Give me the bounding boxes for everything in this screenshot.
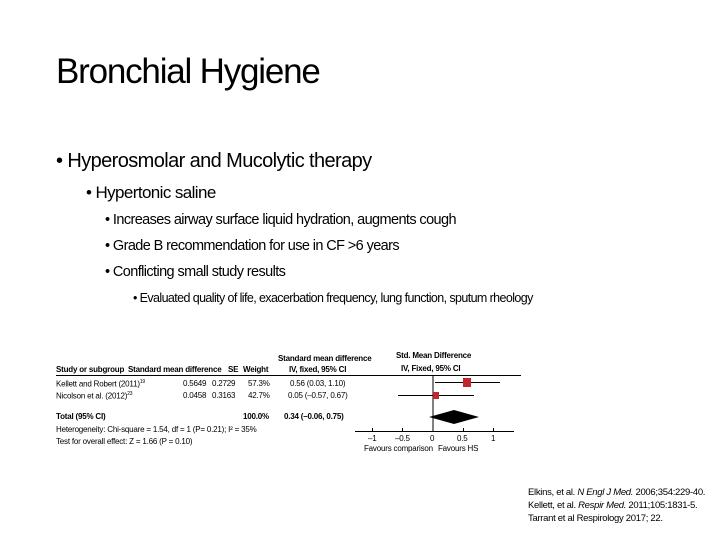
total-ci: 0.34 (–0.06, 0.75) (284, 412, 344, 421)
heterogeneity-text: Heterogeneity: Chi-square = 1.54, df = 1 (P= 0.21); I² = 35% (56, 425, 257, 434)
slide-title: Bronchial Hygiene (56, 52, 320, 91)
se-header: SE (228, 365, 239, 374)
weight-header: Weight (243, 365, 269, 374)
citation-authors: Elkins, et al. (528, 487, 578, 498)
overall-effect-text: Test for overall effect: Z = 1.66 (P = 0.10) (56, 437, 193, 446)
se-value: 0.3163 (212, 391, 236, 400)
ci-header-line2: IV, fixed, 95% CI (289, 365, 347, 374)
bullet-text: Evaluated quality of life, exacerbation frequency, lung function, sputum rheology (139, 291, 533, 305)
reference-sup: 19 (139, 379, 145, 385)
study-label: Nicolson et al. (2012) (56, 391, 128, 401)
citation-details: 2011;105:1831-5. (626, 500, 698, 511)
study-marker (463, 378, 471, 387)
se-value: 0.2729 (212, 379, 236, 388)
bullet-text: Hyperosmolar and Mucolytic therapy (67, 150, 372, 172)
favours-left-label: Favours comparison (364, 444, 433, 453)
total-weight: 100.0% (243, 412, 269, 421)
axis-tick-label: 0.5 (457, 434, 468, 443)
plot-header-line2: IV, Fixed, 95% CI (401, 364, 461, 373)
bullet-text: Grade B recommendation for use in CF >6 years (112, 238, 400, 254)
bullet-dot-icon: • (105, 238, 110, 254)
ci-header-line1: Standard mean difference (278, 354, 372, 363)
ci-value: 0.05 (–0.57, 0.67) (288, 391, 348, 400)
bullet-text: Conflicting small study results (112, 264, 286, 280)
favours-right-label: Favours HS (438, 444, 479, 453)
study-marker (433, 392, 439, 399)
bullet-text: Hypertonic saline (95, 183, 216, 202)
citation (528, 500, 697, 511)
axis-tick-label: –0.5 (395, 434, 410, 443)
study-label: Kellett and Robert (2011) (56, 379, 140, 389)
smd-value: 0.0458 (183, 391, 207, 400)
citation-details: 2006;354:229-40. (633, 487, 706, 498)
citation (528, 513, 663, 524)
citation (528, 487, 705, 498)
smd-header: Standard mean difference (128, 365, 222, 374)
weight-value: 57.3% (248, 379, 270, 388)
citation-authors: Kellett, et al. (528, 500, 579, 511)
total-label: Total (95% CI) (56, 412, 106, 421)
axis-tick-label: 0 (430, 434, 435, 443)
weight-value: 42.7% (248, 391, 270, 400)
pooled-diamond (429, 410, 479, 424)
citation-journal: N Engl J Med. (577, 487, 634, 498)
bullet-dot-icon: • (105, 264, 110, 280)
axis-tick-label: 1 (491, 434, 496, 443)
axis-tick-label: –1 (368, 434, 377, 443)
bullet-dot-icon: • (105, 212, 110, 228)
study-header: Study or subgroup (56, 365, 125, 374)
plot-header-line1: Std. Mean Difference (396, 351, 472, 360)
citation-journal: Respir Med. (578, 500, 627, 511)
citation-authors: Tarrant et al Respirology 2017; 22. (528, 513, 663, 524)
bullet-dot-icon: • (133, 291, 137, 305)
ci-value: 0.56 (0.03, 1.10) (290, 379, 346, 388)
smd-value: 0.5649 (183, 379, 207, 388)
reference-sup: 23 (127, 391, 133, 397)
bullet-dot-icon: • (56, 150, 63, 172)
bullet-text: Increases airway surface liquid hydration, augments cough (112, 212, 456, 228)
bullet-dot-icon: • (86, 183, 92, 202)
